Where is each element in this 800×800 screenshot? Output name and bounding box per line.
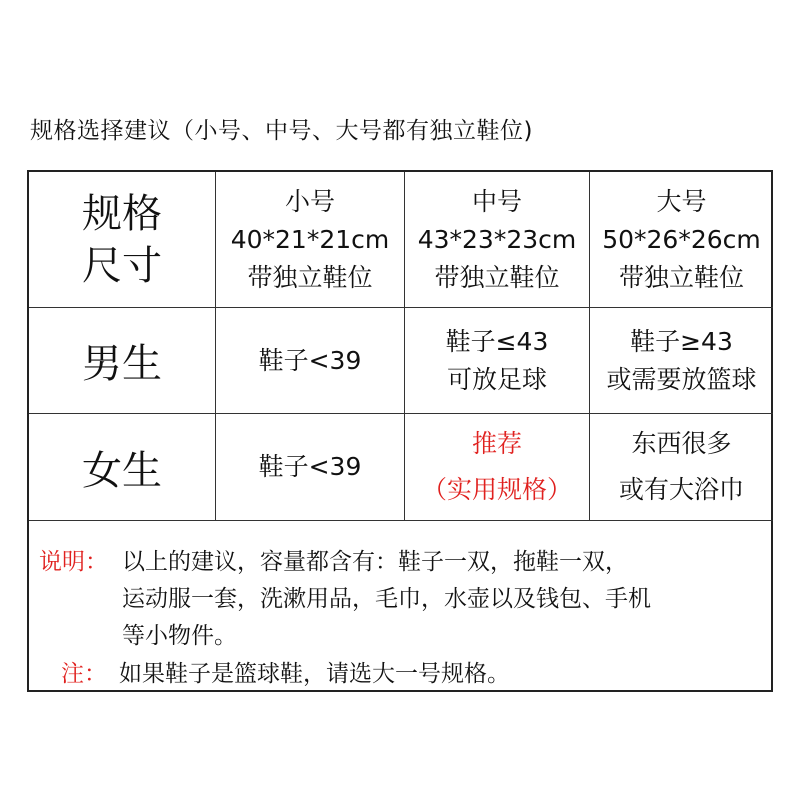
cell-male-small — [216, 308, 405, 414]
size-guide-frame — [27, 170, 773, 692]
explain-label: 说明： — [39, 549, 108, 575]
col-medium-dims: 43*23*23cm — [417, 224, 577, 254]
row-label-female — [29, 414, 216, 521]
explain-line1: 以上的建议，容量都含有：鞋子一双，拖鞋一双， — [122, 549, 628, 575]
table-row-female — [29, 414, 773, 521]
row-label-male — [29, 308, 216, 414]
col-large-dims: 50*26*26cm — [602, 224, 761, 254]
col-large-note: 带独立鞋位 — [618, 262, 744, 292]
cell-female-large-line2: 或有大浴巾 — [618, 475, 744, 504]
cell-male-small-line1: 鞋子<39 — [258, 345, 362, 375]
explain-line3: 等小物件。 — [122, 623, 237, 649]
caution-label: 注： — [61, 661, 107, 687]
cell-male-large-line2: 或需要放篮球 — [606, 364, 757, 394]
cell-male-medium-line2: 可放足球 — [446, 364, 547, 394]
table-row-male — [29, 308, 773, 414]
col-medium-note: 带独立鞋位 — [434, 262, 560, 292]
explain-line2: 运动服一套，洗漱用品，毛巾，水壶以及钱包、手机 — [122, 586, 651, 612]
cell-male-medium-line1: 鞋子≤43 — [445, 326, 549, 356]
corner-label-line1: 规格 — [82, 190, 162, 237]
cell-female-medium-recommended — [405, 414, 590, 521]
col-small-note: 带独立鞋位 — [247, 262, 373, 292]
recommended-label: 推荐 — [471, 429, 522, 458]
col-header-small — [216, 172, 405, 308]
cell-female-small-line1: 鞋子<39 — [258, 452, 362, 481]
corner-label-line2: 尺寸 — [82, 242, 162, 289]
cell-female-large-line1: 东西很多 — [631, 429, 732, 458]
corner-label-cell — [29, 172, 216, 308]
col-large-name: 大号 — [656, 186, 707, 216]
size-table — [29, 172, 773, 521]
cell-male-medium — [405, 308, 590, 414]
col-header-large — [590, 172, 774, 308]
cell-female-small — [216, 414, 405, 521]
recommended-sublabel: （实用规格） — [421, 475, 572, 504]
notes-section — [29, 520, 773, 692]
cell-male-large — [590, 308, 774, 414]
col-header-medium — [405, 172, 590, 308]
col-small-dims: 40*21*21cm — [230, 224, 390, 254]
row-label-male-text: 男生 — [82, 341, 162, 387]
row-label-female-text: 女生 — [82, 447, 162, 494]
col-medium-name: 中号 — [471, 186, 522, 216]
page-heading: 规格选择建议（小号、中号、大号都有独立鞋位) — [30, 118, 533, 144]
cell-female-large — [590, 414, 774, 521]
table-header-row — [29, 172, 773, 308]
col-small-name: 小号 — [284, 186, 335, 216]
caution-text: 如果鞋子是篮球鞋，请选大一号规格。 — [119, 661, 510, 687]
cell-male-large-line1: 鞋子≥43 — [630, 326, 733, 356]
